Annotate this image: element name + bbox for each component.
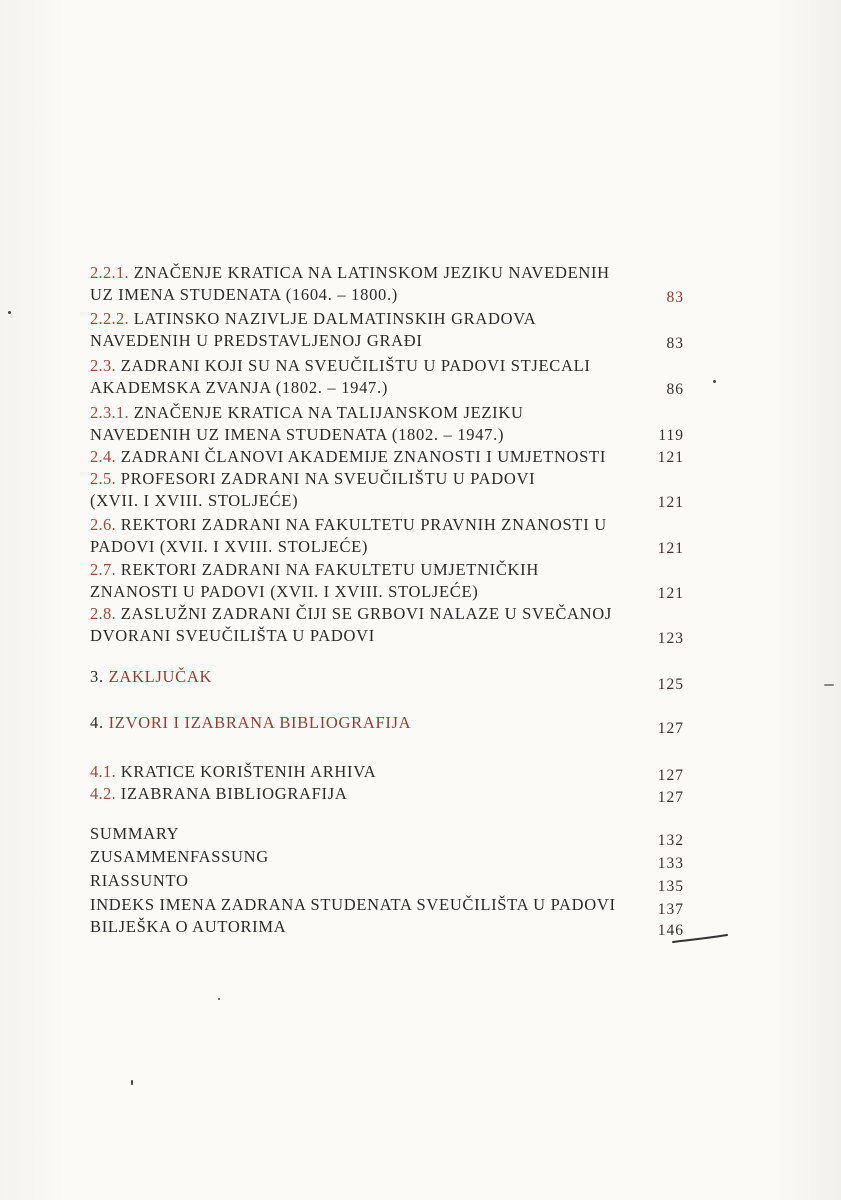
toc-back-matter: [90, 894, 690, 916]
toc-entry-number: 2.4.: [90, 447, 116, 466]
toc-page-number: 132: [657, 832, 684, 849]
toc-entry-title: REKTORI ZADRANI NA FAKULTETU PRAVNIH ZNANOSTI U: [120, 515, 607, 534]
toc-entry-title: REKTORI ZADRANI NA FAKULTETU UMJETNIČKIH: [120, 560, 539, 579]
toc-entry-title: ZNAČENJE KRATICA NA LATINSKOM JEZIKU NAVEDENIH: [133, 263, 610, 282]
toc-page-number: 123: [657, 630, 684, 647]
toc-entry-line: PADOVI (XVII. I XVIII. STOLJEĆE): [90, 537, 369, 556]
toc-entry-number: 2.3.: [90, 356, 116, 375]
toc-page-number: 86: [666, 381, 684, 398]
toc-entry-number: 4.1.: [90, 762, 116, 781]
toc-entry: [90, 761, 690, 783]
toc-entry-number: 2.2.2.: [90, 309, 129, 328]
toc-page-number: 127: [657, 767, 684, 784]
toc-entry-title: KRATICE KORIŠTENIH ARHIVA: [120, 762, 377, 781]
toc-entry-number: 2.3.1.: [90, 403, 129, 422]
toc-entry-line: UZ IMENA STUDENATA (1604. – 1800.): [90, 285, 399, 304]
toc-back-matter: [90, 846, 690, 868]
toc-entry-line: NAVEDENIH U PREDSTAVLJENOJ GRAĐI: [90, 331, 423, 350]
toc-back-matter-title: BILJEŠKA O AUTORIMA: [90, 917, 287, 936]
toc-entry-title: LATINSKO NAZIVLJE DALMATINSKIH GRADOVA: [133, 309, 537, 328]
toc-page-number: 83: [666, 335, 684, 352]
toc-page-number: 135: [657, 878, 684, 895]
toc-entry: [90, 514, 690, 558]
toc-back-matter-title: RIASSUNTO: [90, 871, 189, 890]
toc-entry-title: IZABRANA BIBLIOGRAFIJA: [120, 784, 348, 803]
speck: [218, 998, 220, 1000]
speck: [8, 311, 11, 314]
toc-entry-title: ZNAČENJE KRATICA NA TALIJANSKOM JEZIKU: [133, 403, 524, 422]
toc-back-matter-title: INDEKS IMENA ZADRANA STUDENATA SVEUČILIŠTA U PADOVI: [90, 895, 616, 914]
toc-entry: [90, 262, 690, 306]
speck: [131, 1080, 133, 1085]
pen-stroke-mark: [672, 934, 728, 944]
toc-chapter-title: ZAKLJUČAK: [108, 667, 213, 686]
toc-entry: [90, 559, 690, 603]
toc-back-matter-title: SUMMARY: [90, 824, 180, 843]
toc-page-number: 121: [657, 585, 684, 602]
toc-entry-line: [90, 514, 690, 536]
toc-entry-line: [90, 446, 690, 468]
toc-chapter-number: 4.: [90, 713, 104, 732]
toc-entry-line: NAVEDENIH UZ IMENA STUDENATA (1802. – 1947.): [90, 425, 505, 444]
toc-chapter-number: 3.: [90, 667, 104, 686]
toc-back-matter: [90, 823, 690, 845]
toc-entry-line: [90, 761, 690, 783]
toc-chapter: [90, 712, 690, 734]
toc-entry-title: ZASLUŽNI ZADRANI ČIJI SE GRBOVI NALAZE U SVEČANOJ: [120, 604, 613, 623]
toc-entry: [90, 446, 690, 468]
toc-entry-title: ZADRANI KOJI SU NA SVEUČILIŠTU U PADOVI STJECALI: [120, 356, 591, 375]
toc-entry-number: 2.8.: [90, 604, 116, 623]
toc-entry-number: 2.7.: [90, 560, 116, 579]
toc-page-number: 146: [657, 922, 684, 939]
toc-page-number: 133: [657, 855, 684, 872]
toc-page-number: 121: [657, 449, 684, 466]
toc-entry: [90, 402, 690, 446]
toc-entry-title: ZADRANI ČLANOVI AKADEMIJE ZNANOSTI I UMJETNOSTI: [120, 447, 607, 466]
toc-entry-number: 2.5.: [90, 469, 116, 488]
toc-entry: [90, 783, 690, 805]
toc-entry: [90, 468, 690, 512]
toc-back-matter: [90, 916, 690, 938]
toc-entry-line: [90, 468, 690, 490]
toc-page-number: 127: [657, 720, 684, 737]
toc-chapter-line: [90, 712, 690, 734]
toc-entry-line: [90, 308, 690, 330]
toc-entry-line: [90, 355, 690, 377]
speck: [824, 684, 834, 686]
toc-entry-number: 2.6.: [90, 515, 116, 534]
toc-entry-line: AKADEMSKA ZVANJA (1802. – 1947.): [90, 378, 389, 397]
toc-entry-number: 2.2.1.: [90, 263, 129, 282]
toc-chapter-title: IZVORI I IZABRANA BIBLIOGRAFIJA: [108, 713, 412, 732]
toc-chapter: [90, 666, 690, 688]
toc-entry: [90, 308, 690, 352]
toc-entry: [90, 355, 690, 399]
toc-entry-line: DVORANI SVEUČILIŠTA U PADOVI: [90, 626, 375, 645]
speck: [713, 380, 716, 383]
toc-entry-line: [90, 559, 690, 581]
toc-page-number: 119: [658, 427, 684, 444]
toc-entry: [90, 603, 690, 647]
toc-entry-line: [90, 783, 690, 805]
toc-entry-number: 4.2.: [90, 784, 116, 803]
toc-page-number: 121: [657, 540, 684, 557]
toc-entry-title: PROFESORI ZADRANI NA SVEUČILIŠTU U PADOVI: [120, 469, 536, 488]
toc-back-matter-title: ZUSAMMENFASSUNG: [90, 847, 269, 866]
toc-entry-line: [90, 603, 690, 625]
toc-page-number: 125: [657, 676, 684, 693]
toc-back-matter: [90, 870, 690, 892]
toc-chapter-line: [90, 666, 690, 688]
toc-entry-line: [90, 402, 690, 424]
toc-entry-line: ZNANOSTI U PADOVI (XVII. I XVIII. STOLJEĆE): [90, 582, 479, 601]
toc-entry-line: (XVII. I XVIII. STOLJEĆE): [90, 491, 299, 510]
toc-page-number: 137: [657, 901, 684, 918]
toc-entry-line: [90, 262, 690, 284]
toc-page-number: 121: [657, 494, 684, 511]
toc-page-number: 127: [657, 789, 684, 806]
toc-page-number: 83: [666, 289, 684, 306]
